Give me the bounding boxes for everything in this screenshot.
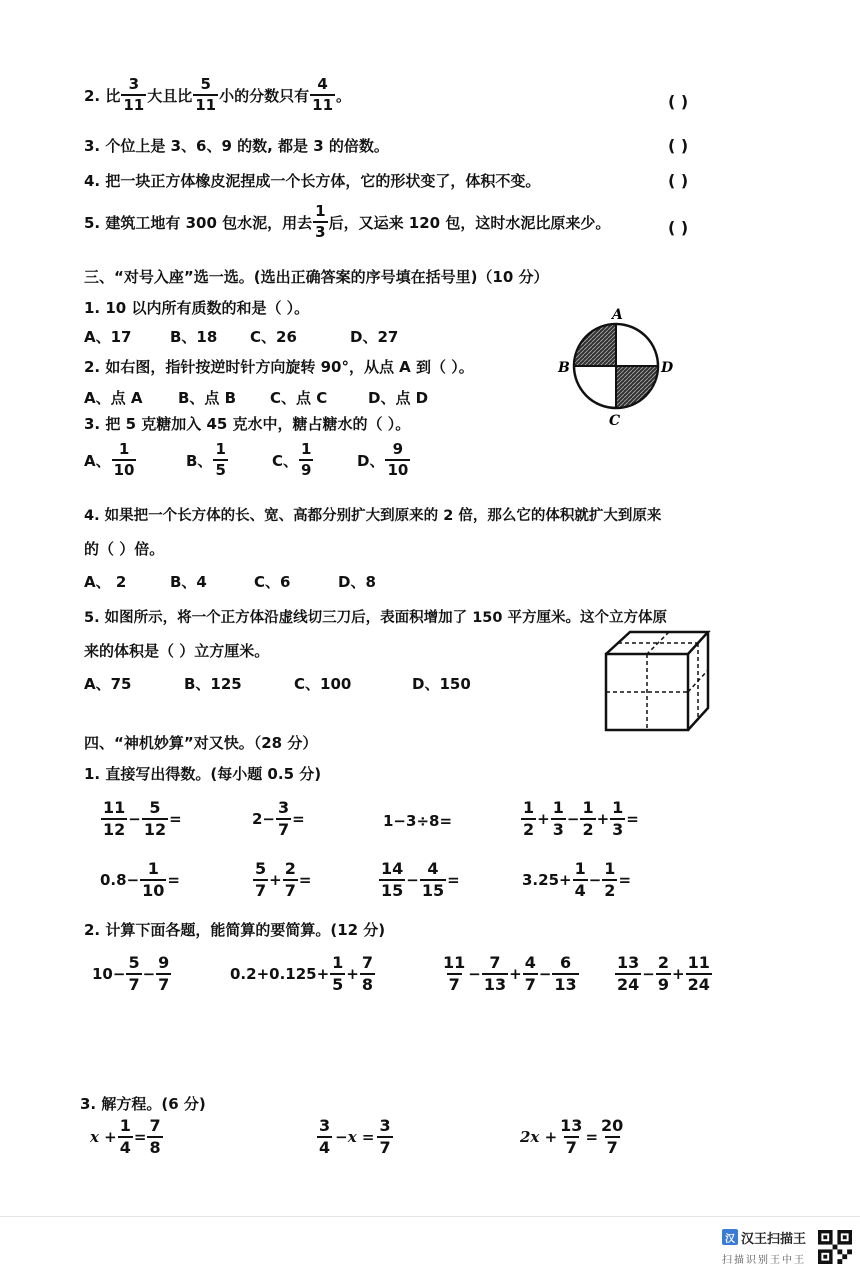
option-b: B、125 (184, 675, 242, 693)
option-c: C、 $\frac{1}{9}$ (272, 440, 312, 479)
option-b: B、4 (170, 573, 207, 591)
label-d: D (661, 360, 674, 376)
option-c: C、6 (254, 573, 291, 591)
oral-calc-2: 2− $\frac{3}{7}$ = (252, 798, 305, 839)
answer-paren[interactable]: ( ) (668, 136, 689, 155)
oral-calc-8: 3.25+ $\frac{1}{4}$ − $\frac{1}{2}$ = (522, 859, 632, 900)
part2-heading: 2. 计算下面各题，能简算的要简算。(12 分) (84, 921, 386, 939)
section4-title: 四、“神机妙算”对又快。（28 分） (84, 734, 318, 752)
calc-3: $\frac{11}{7}$ − $\frac{7}{13}$ + $\frac{4}{7}$ − $\frac{6}{13}$ (443, 953, 577, 994)
fraction: $\frac{1}{3}$ (315, 202, 326, 241)
option-b: B、18 (170, 328, 218, 346)
mc-q5-line1: 5. 如图所示，将一个正方体沿虚线切三刀后，表面积增加了 150 平方厘米。这个立方体原 (84, 610, 668, 626)
footer-bar (0, 1216, 860, 1277)
answer-paren[interactable]: ( ) (668, 218, 689, 237)
option-a: A、75 (84, 675, 132, 693)
fraction: $\frac{3}{11}$ (123, 75, 145, 114)
mc-q3: 3. 把 5 克糖加入 45 克水中，糖占糖水的（ ）。 (84, 415, 411, 433)
option-c: C、100 (294, 675, 352, 693)
option-d: D、 $\frac{9}{10}$ (357, 440, 409, 479)
judge-q3: 3. 个位上是 3、6、9 的数, 都是 3 的倍数。 (84, 136, 389, 155)
option-a: A、 2 (84, 573, 127, 591)
part1-heading: 1. 直接写出得数。(每小题 0.5 分) (84, 765, 322, 783)
oral-calc-5: 0.8− $\frac{1}{10}$ = (100, 859, 180, 900)
oral-calc-7: $\frac{14}{15}$ − $\frac{4}{15}$ = (381, 859, 460, 900)
label-c: C (609, 413, 621, 429)
cube-figure (600, 626, 716, 736)
answer-paren[interactable]: ( ) (668, 92, 689, 111)
mc-q4-line1: 4. 如果把一个长方体的长、宽、高都分别扩大到原来的 2 倍，那么它的体积就扩大到原来 (84, 508, 662, 524)
brand-name: 汉王扫描王 (741, 1232, 807, 1247)
fraction: $\frac{5}{11}$ (195, 75, 217, 114)
option-a: A、 $\frac{1}{10}$ (84, 440, 135, 479)
equation-1: x + $\frac{1}{4}$ = $\frac{7}{8}$ (90, 1116, 161, 1157)
option-d: D、8 (338, 573, 376, 591)
option-d: D、150 (412, 675, 471, 693)
option-c: C、点 C (270, 389, 328, 407)
judge-q4: 4. 把一块正方体橡皮泥捏成一个长方体，它的形状变了，体积不变。 (84, 171, 541, 190)
calc-1: 10− $\frac{5}{7}$ − $\frac{9}{7}$ (92, 953, 170, 994)
mc-q1: 1. 10 以内所有质数的和是（ ）。 (84, 299, 310, 317)
mc-q2: 2. 如右图，指针按逆时针方向旋转 90°，从点 A 到（ ）。 (84, 358, 474, 376)
equation-2: $\frac{3}{4}$ −x = $\frac{3}{7}$ (319, 1116, 391, 1157)
qr-code-icon (818, 1230, 852, 1264)
hanwang-logo-icon: 汉 (722, 1229, 738, 1245)
oral-calc-1: $\frac{11}{12}$ − $\frac{5}{12}$ = (103, 798, 182, 839)
part3-heading: 3. 解方程。(6 分) (80, 1095, 206, 1113)
calc-4: $\frac{13}{24}$ − $\frac{2}{9}$ + $\frac{11}{24}$ (617, 953, 710, 994)
option-b: B、点 B (178, 389, 237, 407)
rotation-circle-figure (556, 302, 676, 430)
answer-paren[interactable]: ( ) (668, 171, 689, 190)
option-a: A、点 A (84, 389, 143, 407)
mc-q5-line2: 来的体积是（ ）立方厘米。 (84, 642, 270, 660)
option-c: C、26 (250, 328, 297, 346)
judge-q5: 5. 建筑工地有 300 包水泥，用去 $\frac{1}{3}$ 后，又运来 120 包，这时水泥比原来少。 (84, 202, 611, 241)
equation-3: 2x + $\frac{13}{7}$ = $\frac{20}{7}$ (520, 1116, 624, 1157)
calc-2: 0.2+0.125+ $\frac{1}{5}$ + $\frac{7}{8}$ (230, 953, 374, 994)
fraction: $\frac{4}{11}$ (312, 75, 334, 114)
judge-q2: 2. 比 $\frac{3}{11}$ 大且比 $\frac{5}{11}$ 小的分数只有 $\frac{4}{11}$ 。 (84, 75, 352, 114)
label-b: B (558, 360, 570, 376)
oral-calc-3: 1−3÷8= (383, 812, 453, 830)
option-d: D、27 (350, 328, 399, 346)
mc-q4-line2: 的（ ）倍。 (84, 540, 165, 558)
option-d: D、点 D (368, 389, 429, 407)
option-b: B、 $\frac{1}{5}$ (186, 440, 226, 479)
oral-calc-4: $\frac{1}{2}$ + $\frac{1}{3}$ − $\frac{1}{2}$ + $\frac{1}{3}$ = (523, 798, 639, 839)
label-a: A (612, 307, 623, 323)
brand-slogan: 扫描识别王中王 (722, 1255, 806, 1266)
option-a: A、17 (84, 328, 132, 346)
oral-calc-6: $\frac{5}{7}$ + $\frac{2}{7}$ = (255, 859, 312, 900)
section3-title: 三、“对号入座”选一选。(选出正确答案的序号填在括号里)（10 分） (84, 268, 549, 286)
